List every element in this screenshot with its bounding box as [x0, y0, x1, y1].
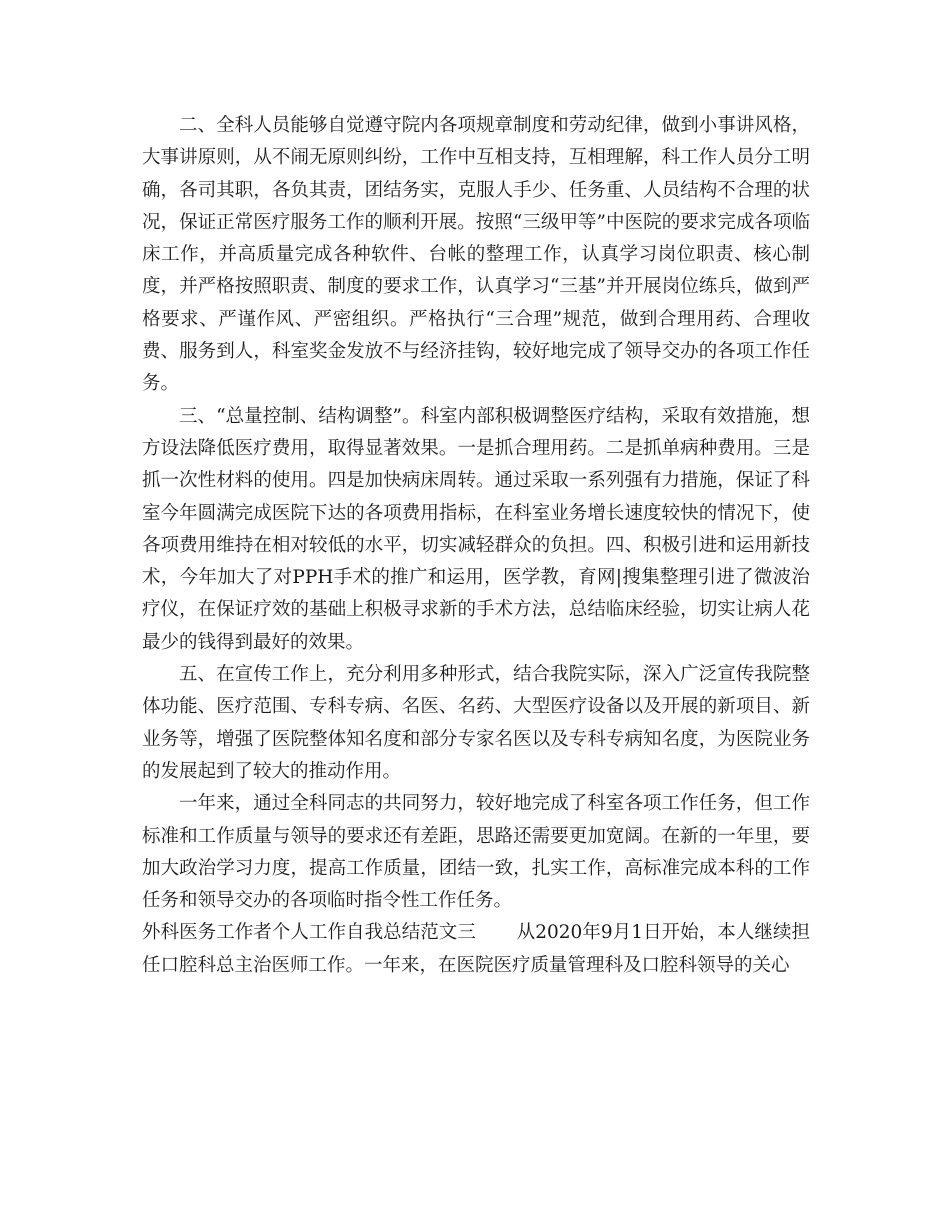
next-section-text: 从2020年9月1日开始，本人继续担任口腔科总主治医师工作。一年来，在医院医疗质量管理科及口腔科领导的关心	[142, 922, 810, 976]
next-section	[142, 917, 810, 982]
paragraph-summary: 一年来，通过全科同志的共同努力，较好地完成了科室各项工作任务，但工作标准和工作质量与领导的要求还有差距，思路还需要更加宽阔。在新的一年里，要加大政治学习力度，提高工作质量，团结一致，扎实工作，高标准完成本科的工作任务和领导交办的各项临时指令性工作任务。	[142, 793, 810, 912]
paragraph-five: 五、在宣传工作上，充分利用多种形式，结合我院实际，深入广泛宣传我院整体功能、医疗范围、专科专病、名医、名药、大型医疗设备以及开展的新项目、新业务等，增强了医院整体知名度和部分专家名医以及专科专病知名度，为医院业务的发展起到了较大的推动作用。	[142, 664, 810, 782]
paragraph-three: 三、“总量控制、结构调整”。科室内部积极调整医疗结构，采取有效措施，想方设法降低医疗费用，取得显著效果。一是抓合理用药。二是抓单病种费用。三是抓一次性材料的使用。四是加快病床周转。通过采取一系列强有力措施，保证了科室今年圆满完成医院下达的各项费用指标，在科室业务增长速度较快的情况下，使各项费用维持在相对较低的水平，切实减轻群众的负担。四、积极引进和运用新技术，今年加大了对PPH手术的推广和运用，医学教，育网|搜集整理引进了微波治疗仪，在保证疗效的基础上积极寻求新的手术方法，总结临床经验，切实让病人花最少的钱得到最好的效果。	[142, 405, 810, 653]
paragraph-two: 二、全科人员能够自觉遵守院内各项规章制度和劳动纪律，做到小事讲风格，大事讲原则，从不闹无原则纠纷，工作中互相支持，互相理解，科工作人员分工明确，各司其职，各负其责，团结务实，克服人手少、任务重、人员结构不合理的状况，保证正常医疗服务工作的顺利开展。按照“三级甲等”中医院的要求完成各项临床工作，并高质量完成各种软件、台帐的整理工作，认真学习岗位职责、核心制度，并严格按照职责、制度的要求工作，认真学习“三基”并开展岗位练兵，做到严格要求、严谨作风、严密组织。严格执行“三合理”规范，做到合理用药、合理收费、服务到人，科室奖金发放不与经济挂钩，较好地完成了领导交办的各项工作任务。	[142, 115, 810, 395]
next-section-title: 外科医务工作者个人工作自我总结范文三	[142, 922, 476, 944]
document-body	[142, 110, 810, 982]
